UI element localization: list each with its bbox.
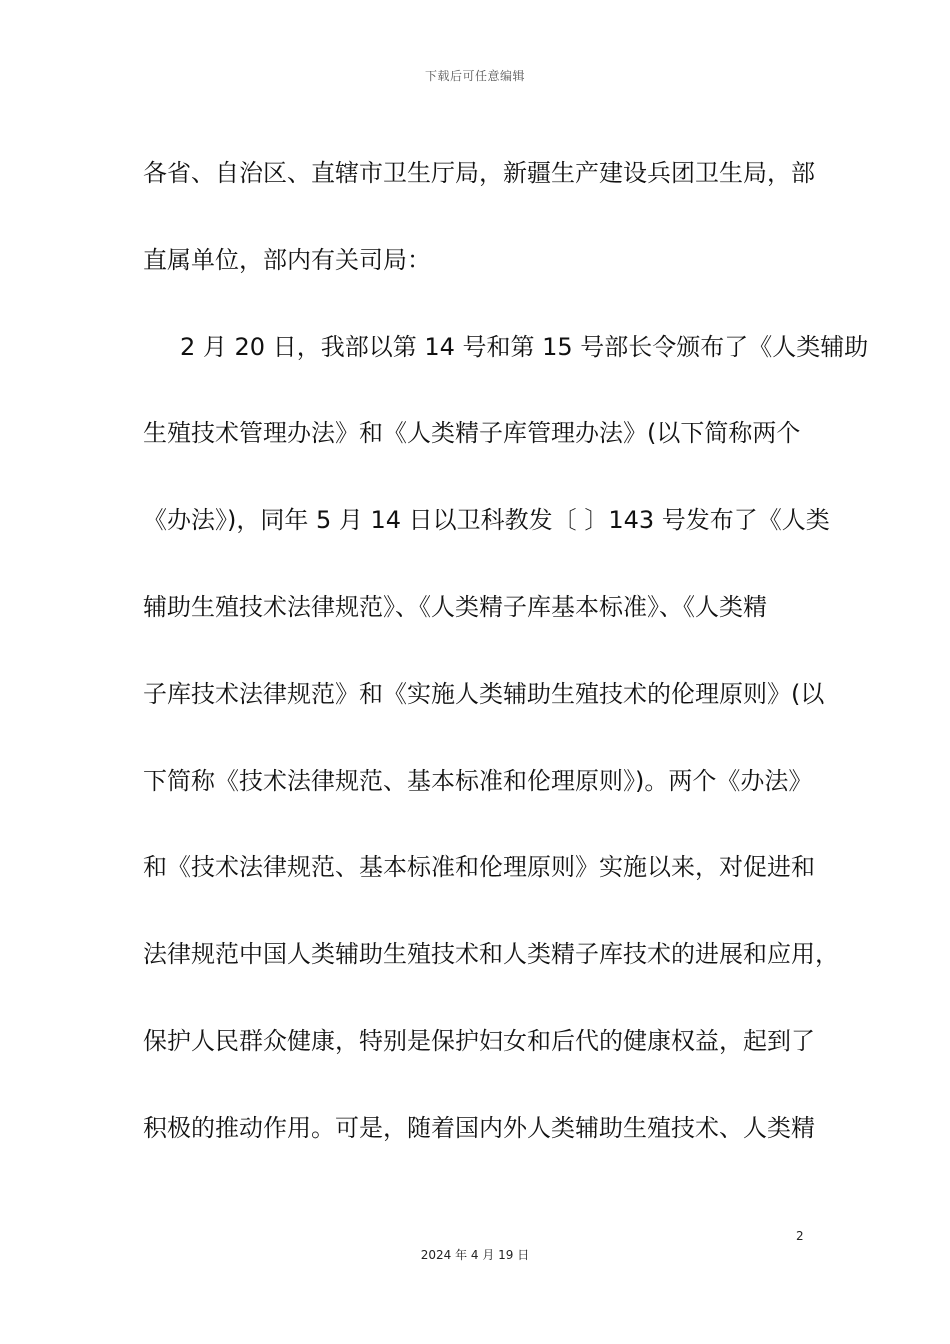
- document-body: [143, 146, 869, 1188]
- page-number: 2: [796, 1229, 804, 1243]
- body-line-10: 法律规范中国人类辅助生殖技术和人类精子库技术的进展和应用，: [143, 940, 839, 969]
- body-line-3: 2 月 20 日，我部以第 14 号和第 15 号部长令颁布了《人类辅助: [180, 332, 869, 361]
- body-line-6: 辅助生殖技术法律规范》、《人类精子库基本标准》、《人类精: [143, 592, 767, 621]
- body-line-8: 下简称《技术法律规范、基本标准和伦理原则》)。两个《办法》: [143, 766, 813, 795]
- body-line-11: 保护人民群众健康，特别是保护妇女和后代的健康权益，起到了: [143, 1026, 815, 1055]
- body-line-9: 和《技术法律规范、基本标准和伦理原则》实施以来，对促进和: [143, 853, 815, 882]
- body-line-7: 子库技术法律规范》和《实施人类辅助生殖技术的伦理原则》(以: [143, 679, 825, 708]
- body-line-12: 积极的推动作用。可是，随着国内外人类辅助生殖技术、人类精: [143, 1113, 815, 1142]
- body-line-2: 直属单位，部内有关司局：: [143, 245, 431, 274]
- body-line-4: 生殖技术管理办法》和《人类精子库管理办法》(以下简称两个: [143, 419, 801, 448]
- header-note: 下载后可任意编辑: [424, 69, 525, 83]
- body-line-5: 《办法》)，同年 5 月 14 日以卫科教发〔 〕143 号发布了《人类: [143, 506, 830, 535]
- footer-date: 2024 年 4 月 19 日: [420, 1248, 530, 1262]
- body-line-1: 各省、自治区、直辖市卫生厅局，新疆生产建设兵团卫生局，部: [143, 159, 815, 187]
